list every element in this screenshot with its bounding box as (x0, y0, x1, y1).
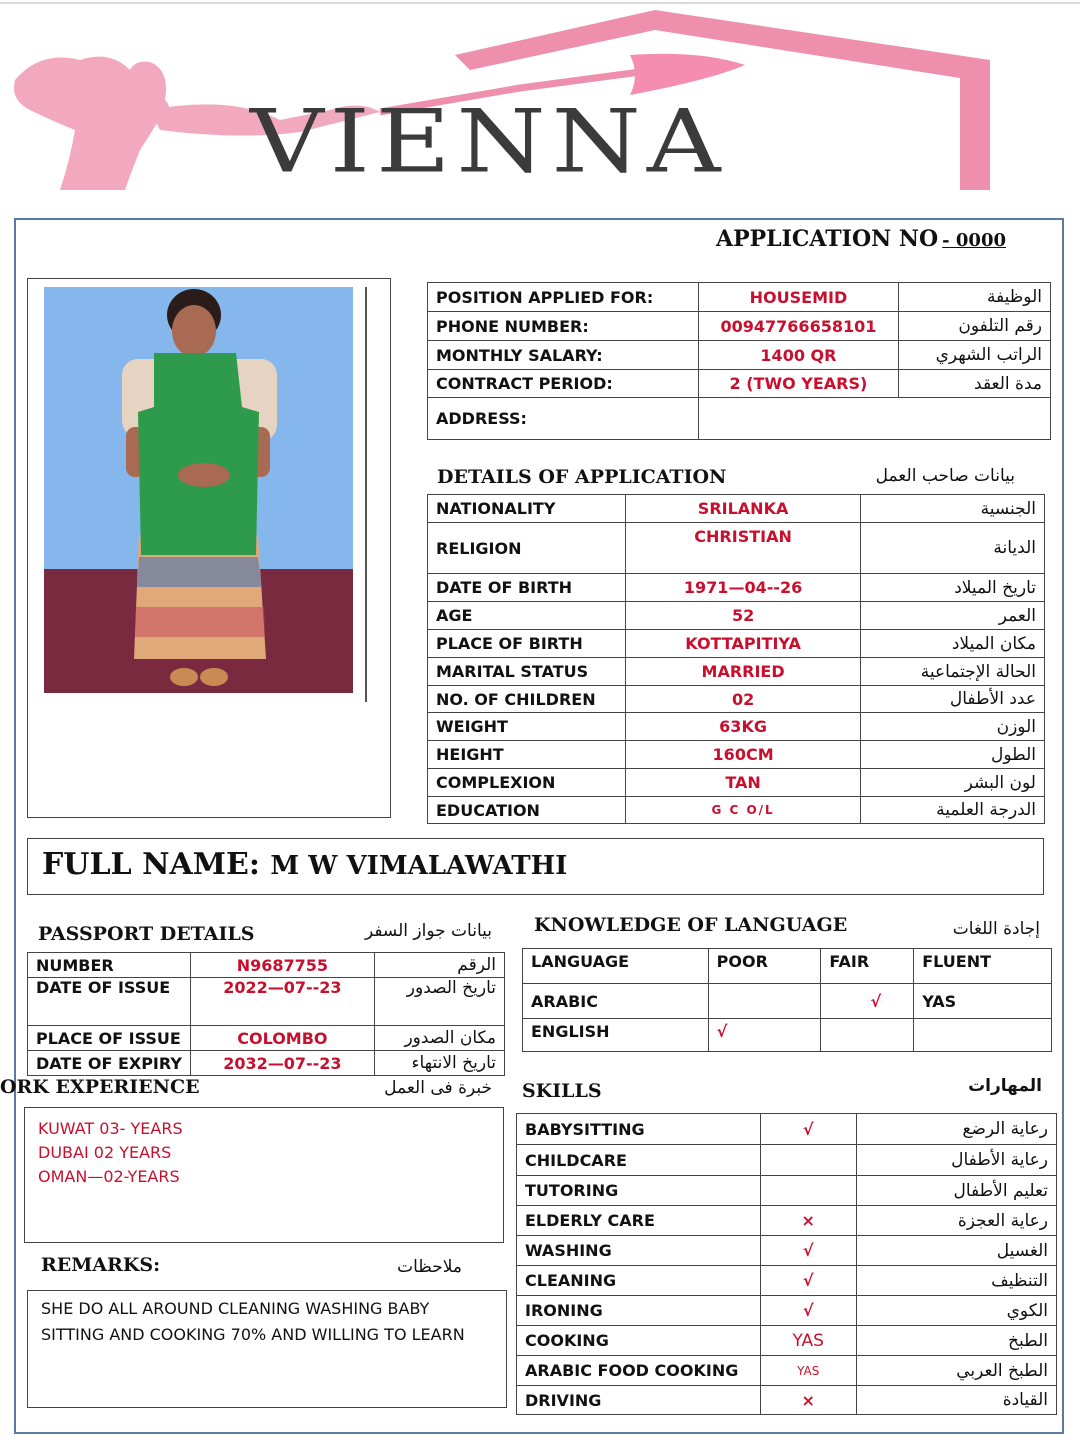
skill-driving: DRIVING (517, 1386, 761, 1415)
dob-label: DATE OF BIRTH (428, 574, 626, 602)
complexion-value: TAN (625, 769, 860, 797)
remarks-line: SITTING AND COOKING 70% AND WILLING TO LEARN (41, 1325, 465, 1344)
skill-ironing: IRONING (517, 1296, 761, 1326)
skill-babysitting-ar: رعاية الرضع (856, 1114, 1056, 1145)
phone-label: PHONE NUMBER: (428, 312, 699, 341)
height-label: HEIGHT (428, 741, 626, 769)
phone-value: 00947766658101 (698, 312, 899, 341)
nationality-value: SRILANKA (625, 495, 860, 523)
skill-babysitting-mark: √ (760, 1114, 856, 1145)
skill-ironing-ar: الكوي (856, 1296, 1056, 1326)
table-row (523, 949, 1052, 984)
table-row (523, 984, 1052, 1019)
table-row (428, 398, 1051, 440)
experience-line: DUBAI 02 YEARS (38, 1143, 172, 1162)
experience-line: OMAN—02-YEARS (38, 1167, 180, 1186)
address-value (698, 398, 1050, 440)
issue-date-value: 2022—07--23 (190, 978, 374, 1026)
details-title: DETAILS OF APPLICATION (437, 466, 727, 488)
position-label-ar: الوظيفة (899, 283, 1051, 312)
skill-washing-ar: الغسيل (856, 1236, 1056, 1266)
application-label: APPLICATION NO (716, 226, 939, 252)
religion-label: RELIGION (428, 523, 626, 574)
religion-value: CHRISTIAN (625, 523, 860, 574)
skill-elderly-care-mark: × (760, 1206, 856, 1236)
table-row (428, 630, 1045, 658)
english-fair (821, 1019, 914, 1052)
passport-number-value: N9687755 (190, 953, 374, 978)
salary-label-ar: الراتب الشهري (899, 341, 1051, 370)
table-row (428, 686, 1045, 713)
remarks-line: SHE DO ALL AROUND CLEANING WASHING BABY (41, 1299, 430, 1318)
dob-label-ar: تاريخ الميلاد (861, 574, 1045, 602)
table-row (517, 1145, 1057, 1176)
skill-cleaning: CLEANING (517, 1266, 761, 1296)
language-title: KNOWLEDGE OF LANGUAGE (534, 914, 848, 936)
english-poor: √ (708, 1019, 821, 1052)
experience-line: KUWAT 03- YEARS (38, 1119, 183, 1138)
skill-elderly-care: ELDERLY CARE (517, 1206, 761, 1236)
skill-driving-ar: القيادة (856, 1386, 1056, 1415)
skill-childcare-ar: رعاية الأطفال (856, 1145, 1056, 1176)
passport-table (27, 952, 505, 1076)
marital-label: MARITAL STATUS (428, 658, 626, 686)
dob-value: 1971—04--26 (625, 574, 860, 602)
marital-label-ar: الحالة الإجتماعية (861, 658, 1045, 686)
table-row (517, 1326, 1057, 1356)
fluent-header: FLUENT (914, 949, 1052, 984)
children-value: 02 (625, 686, 860, 713)
skill-cooking-mark: YAS (760, 1326, 856, 1356)
table-row (428, 713, 1045, 741)
poor-header: POOR (708, 949, 821, 984)
table-row (517, 1356, 1057, 1386)
issue-date-label-ar: تاريخ الصدور (374, 978, 504, 1026)
table-row (428, 341, 1051, 370)
language-arabic: ARABIC (523, 984, 709, 1019)
table-row (517, 1176, 1057, 1206)
pob-label: PLACE OF BIRTH (428, 630, 626, 658)
skill-cleaning-ar: التنظيف (856, 1266, 1056, 1296)
arabic-fluent: YAS (914, 984, 1052, 1019)
height-value: 160CM (625, 741, 860, 769)
table-row (428, 495, 1045, 523)
table-row (428, 658, 1045, 686)
details-table (427, 494, 1045, 824)
education-label-ar: الدرجة العلمية (861, 797, 1045, 824)
religion-label-ar: الديانة (861, 523, 1045, 574)
skill-arabic-cooking-mark: YAS (760, 1356, 856, 1386)
skill-cooking: COOKING (517, 1326, 761, 1356)
table-row (428, 574, 1045, 602)
full-name (42, 847, 567, 882)
nationality-label: NATIONALITY (428, 495, 626, 523)
table-row (517, 1386, 1057, 1415)
top-info-table (427, 282, 1051, 440)
table-row (517, 1114, 1057, 1145)
expiry-label: DATE OF EXPIRY (28, 1051, 191, 1076)
table-row (428, 769, 1045, 797)
weight-label: WEIGHT (428, 713, 626, 741)
nationality-label-ar: الجنسية (861, 495, 1045, 523)
education-label: EDUCATION (428, 797, 626, 824)
skill-arabic-cooking: ARABIC FOOD COOKING (517, 1356, 761, 1386)
language-english: ENGLISH (523, 1019, 709, 1052)
height-label-ar: الطول (861, 741, 1045, 769)
table-row (517, 1296, 1057, 1326)
position-label: POSITION APPLIED FOR: (428, 283, 699, 312)
skill-driving-mark: × (760, 1386, 856, 1415)
remarks-title-ar: ملاحظات (397, 1257, 462, 1277)
education-value: G C O/L (625, 797, 860, 824)
contract-label-ar: مدة العقد (899, 370, 1051, 398)
arabic-fair: √ (821, 984, 914, 1019)
issue-date-label: DATE OF ISSUE (28, 978, 191, 1026)
full-name-value: M W VIMALAWATHI (270, 851, 568, 881)
table-row (428, 741, 1045, 769)
table-row (428, 370, 1051, 398)
children-label: NO. OF CHILDREN (428, 686, 626, 713)
application-value: - 0000 (942, 230, 1007, 251)
skill-elderly-care-ar: رعاية العجزة (856, 1206, 1056, 1236)
skill-childcare: CHILDCARE (517, 1145, 761, 1176)
logo-header (0, 0, 1080, 205)
skill-childcare-mark (760, 1145, 856, 1176)
fair-header: FAIR (821, 949, 914, 984)
details-title-ar: بيانات صاحب العمل (875, 466, 1015, 486)
issue-place-value: COLOMBO (190, 1026, 374, 1051)
contract-label: CONTRACT PERIOD: (428, 370, 699, 398)
language-table (522, 948, 1052, 1052)
language-header: LANGUAGE (523, 949, 709, 984)
weight-label-ar: الوزن (861, 713, 1045, 741)
position-value: HOUSEMID (698, 283, 899, 312)
table-row (517, 1266, 1057, 1296)
passport-number-label-ar: الرقم (374, 953, 504, 978)
age-value: 52 (625, 602, 860, 630)
issue-place-label: PLACE OF ISSUE (28, 1026, 191, 1051)
skill-washing-mark: √ (760, 1236, 856, 1266)
experience-title-ar: خبرة فى العمل (384, 1078, 492, 1098)
remarks-title: REMARKS: (41, 1254, 161, 1276)
skills-table (516, 1113, 1057, 1415)
skill-tutoring-mark (760, 1176, 856, 1206)
skill-tutoring-ar: تعليم الأطفال (856, 1176, 1056, 1206)
english-fluent (914, 1019, 1052, 1052)
applicant-photo (44, 287, 353, 693)
table-row (28, 953, 505, 978)
marital-value: MARRIED (625, 658, 860, 686)
arabic-poor (708, 984, 821, 1019)
skill-washing: WASHING (517, 1236, 761, 1266)
skill-arabic-cooking-ar: الطبخ العربي (856, 1356, 1056, 1386)
salary-value: 1400 QR (698, 341, 899, 370)
complexion-label-ar: لون البشر (861, 769, 1045, 797)
table-row (517, 1206, 1057, 1236)
passport-title-ar: بيانات جواز السفر (364, 921, 492, 941)
contract-value: 2 (TWO YEARS) (698, 370, 899, 398)
skills-title-ar: المهارات (968, 1076, 1042, 1096)
complexion-label: COMPLEXION (428, 769, 626, 797)
table-row (517, 1236, 1057, 1266)
skill-cleaning-mark: √ (760, 1266, 856, 1296)
table-row (428, 283, 1051, 312)
passport-number-label: NUMBER (28, 953, 191, 978)
table-row (428, 797, 1045, 824)
table-row (428, 602, 1045, 630)
table-row (428, 523, 1045, 574)
phone-label-ar: رقم التلفون (899, 312, 1051, 341)
full-name-label: FULL NAME: (42, 847, 260, 882)
issue-place-label-ar: مكان الصدور (374, 1026, 504, 1051)
skill-cooking-ar: الطبخ (856, 1326, 1056, 1356)
expiry-value: 2032—07--23 (190, 1051, 374, 1076)
language-title-ar: إجادة اللغات (952, 919, 1040, 939)
logo-text: VIENNA (250, 91, 727, 193)
skills-title: SKILLS (522, 1080, 602, 1102)
table-row (523, 1019, 1052, 1052)
age-label-ar: العمر (861, 602, 1045, 630)
passport-title: PASSPORT DETAILS (38, 923, 255, 945)
pob-label-ar: مكان الميلاد (861, 630, 1045, 658)
skill-babysitting: BABYSITTING (517, 1114, 761, 1145)
pob-value: KOTTAPITIYA (625, 630, 860, 658)
expiry-label-ar: تاريخ الانتهاء (374, 1051, 504, 1076)
table-row (428, 312, 1051, 341)
address-label: ADDRESS: (428, 398, 699, 440)
experience-title: ORK EXPERIENCE (0, 1076, 200, 1098)
age-label: AGE (428, 602, 626, 630)
salary-label: MONTHLY SALARY: (428, 341, 699, 370)
table-row (28, 978, 505, 1026)
skill-ironing-mark: √ (760, 1296, 856, 1326)
table-row (28, 1026, 505, 1051)
weight-value: 63KG (625, 713, 860, 741)
skill-tutoring: TUTORING (517, 1176, 761, 1206)
application-number (716, 226, 1006, 252)
table-row (28, 1051, 505, 1076)
children-label-ar: عدد الأطفال (861, 686, 1045, 713)
